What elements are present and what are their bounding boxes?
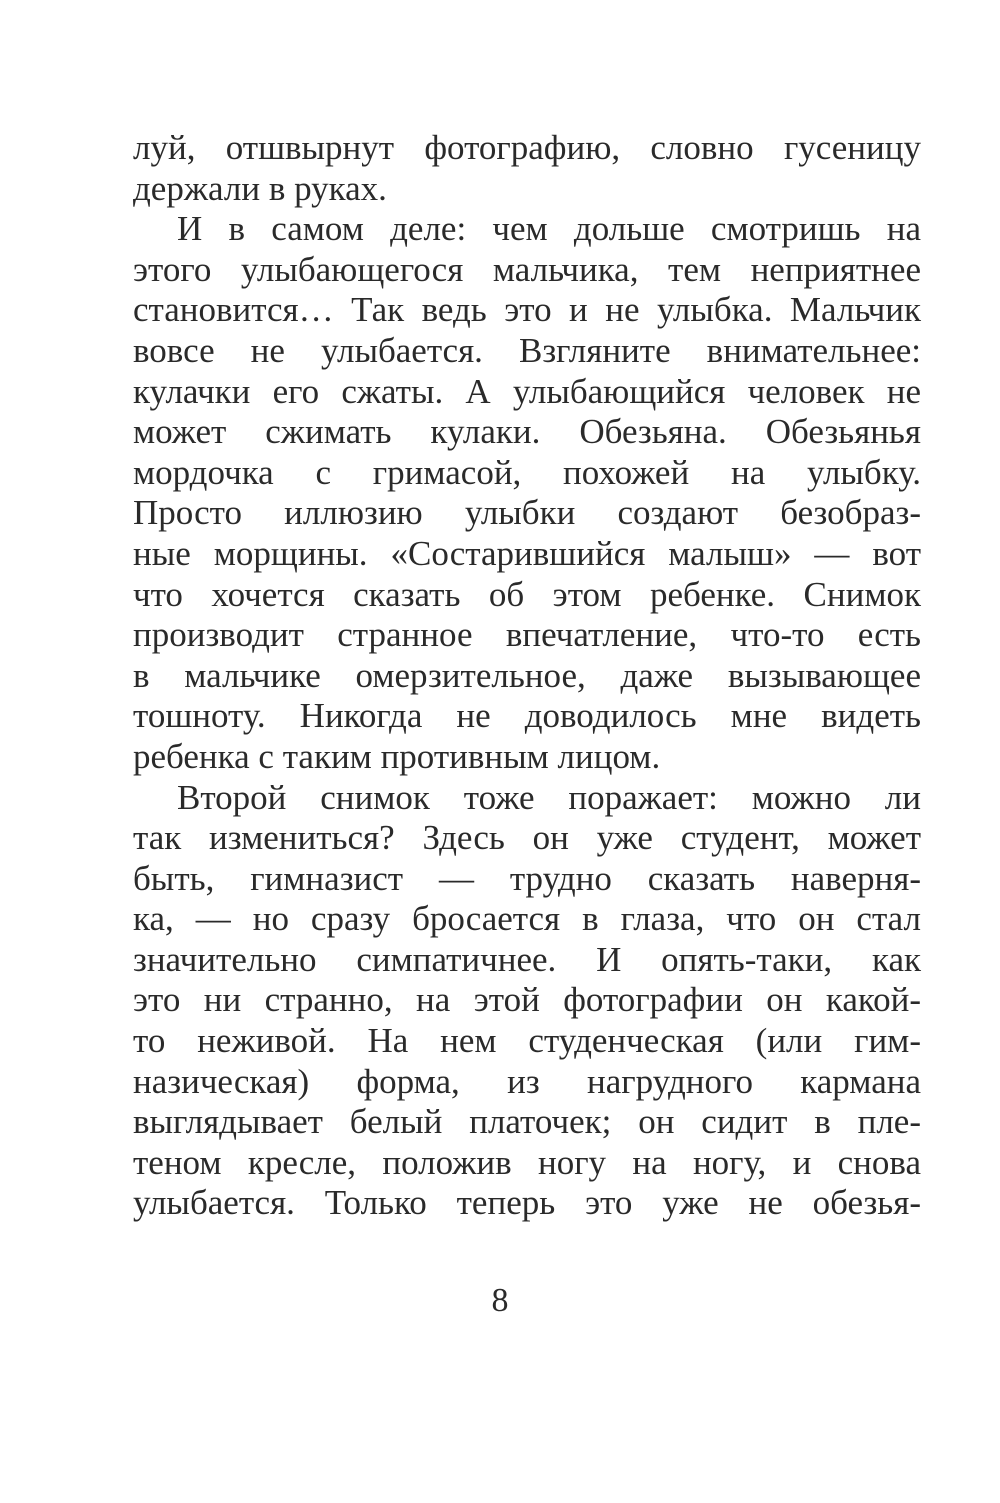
page-number: 8 <box>491 1282 509 1319</box>
text-line: ка, — но сразу бросается в глаза, что он стал <box>133 899 921 939</box>
text-line: держали в руках. <box>133 168 387 208</box>
text-line: ные морщины. «Состарившийся малыш» — вот <box>133 533 921 573</box>
text-line: мордочка с гримасой, похожей на улыбку. <box>133 452 921 492</box>
text-line: кулачки его сжаты. А улыбающийся человек не <box>133 371 921 411</box>
text-line: вовсе не улыбается. Взгляните внимательнее: <box>133 330 921 370</box>
text-line: Второй снимок тоже поражает: можно ли <box>177 777 921 817</box>
text-line: это ни странно, на этой фотографии он какой- <box>133 980 921 1020</box>
text-line: что хочется сказать об этом ребенке. Снимок <box>133 574 921 614</box>
text-line: может сжимать кулаки. Обезьяна. Обезьянья <box>133 412 921 452</box>
text-line: быть, гимназист — трудно сказать наверня- <box>133 858 921 898</box>
body-text <box>133 128 921 1224</box>
text-line: назическая) форма, из нагрудного кармана <box>133 1061 921 1101</box>
text-line: ребенка с таким противным лицом. <box>133 736 661 776</box>
text-line: производит странное впечатление, что-то есть <box>133 615 921 655</box>
text-line: становится… Так ведь это и не улыбка. Мальчик <box>133 290 921 330</box>
text-line: значительно симпатичнее. И опять-таки, как <box>133 939 921 979</box>
text-line: Просто иллюзию улыбки создают безобраз- <box>133 493 921 533</box>
text-line: луй, отшвырнут фотографию, словно гусеницу <box>133 128 921 167</box>
text-line: этого улыбающегося мальчика, тем неприятнее <box>133 249 921 289</box>
text-line: в мальчике омерзительное, даже вызывающее <box>133 655 921 695</box>
text-line: теном кресле, положив ногу на ногу, и снова <box>133 1142 921 1182</box>
text-line: выглядывает белый платочек; он сидит в пле- <box>133 1102 921 1142</box>
text-line: тошноту. Никогда не доводилось мне видеть <box>133 696 921 736</box>
text-line: то неживой. На нем студенческая (или гим- <box>133 1021 921 1061</box>
text-line: улыбается. Только теперь это уже не обезья- <box>133 1183 921 1223</box>
text-line: И в самом деле: чем дольше смотришь на <box>177 209 921 249</box>
text-line: так измениться? Здесь он уже студент, может <box>133 818 921 858</box>
